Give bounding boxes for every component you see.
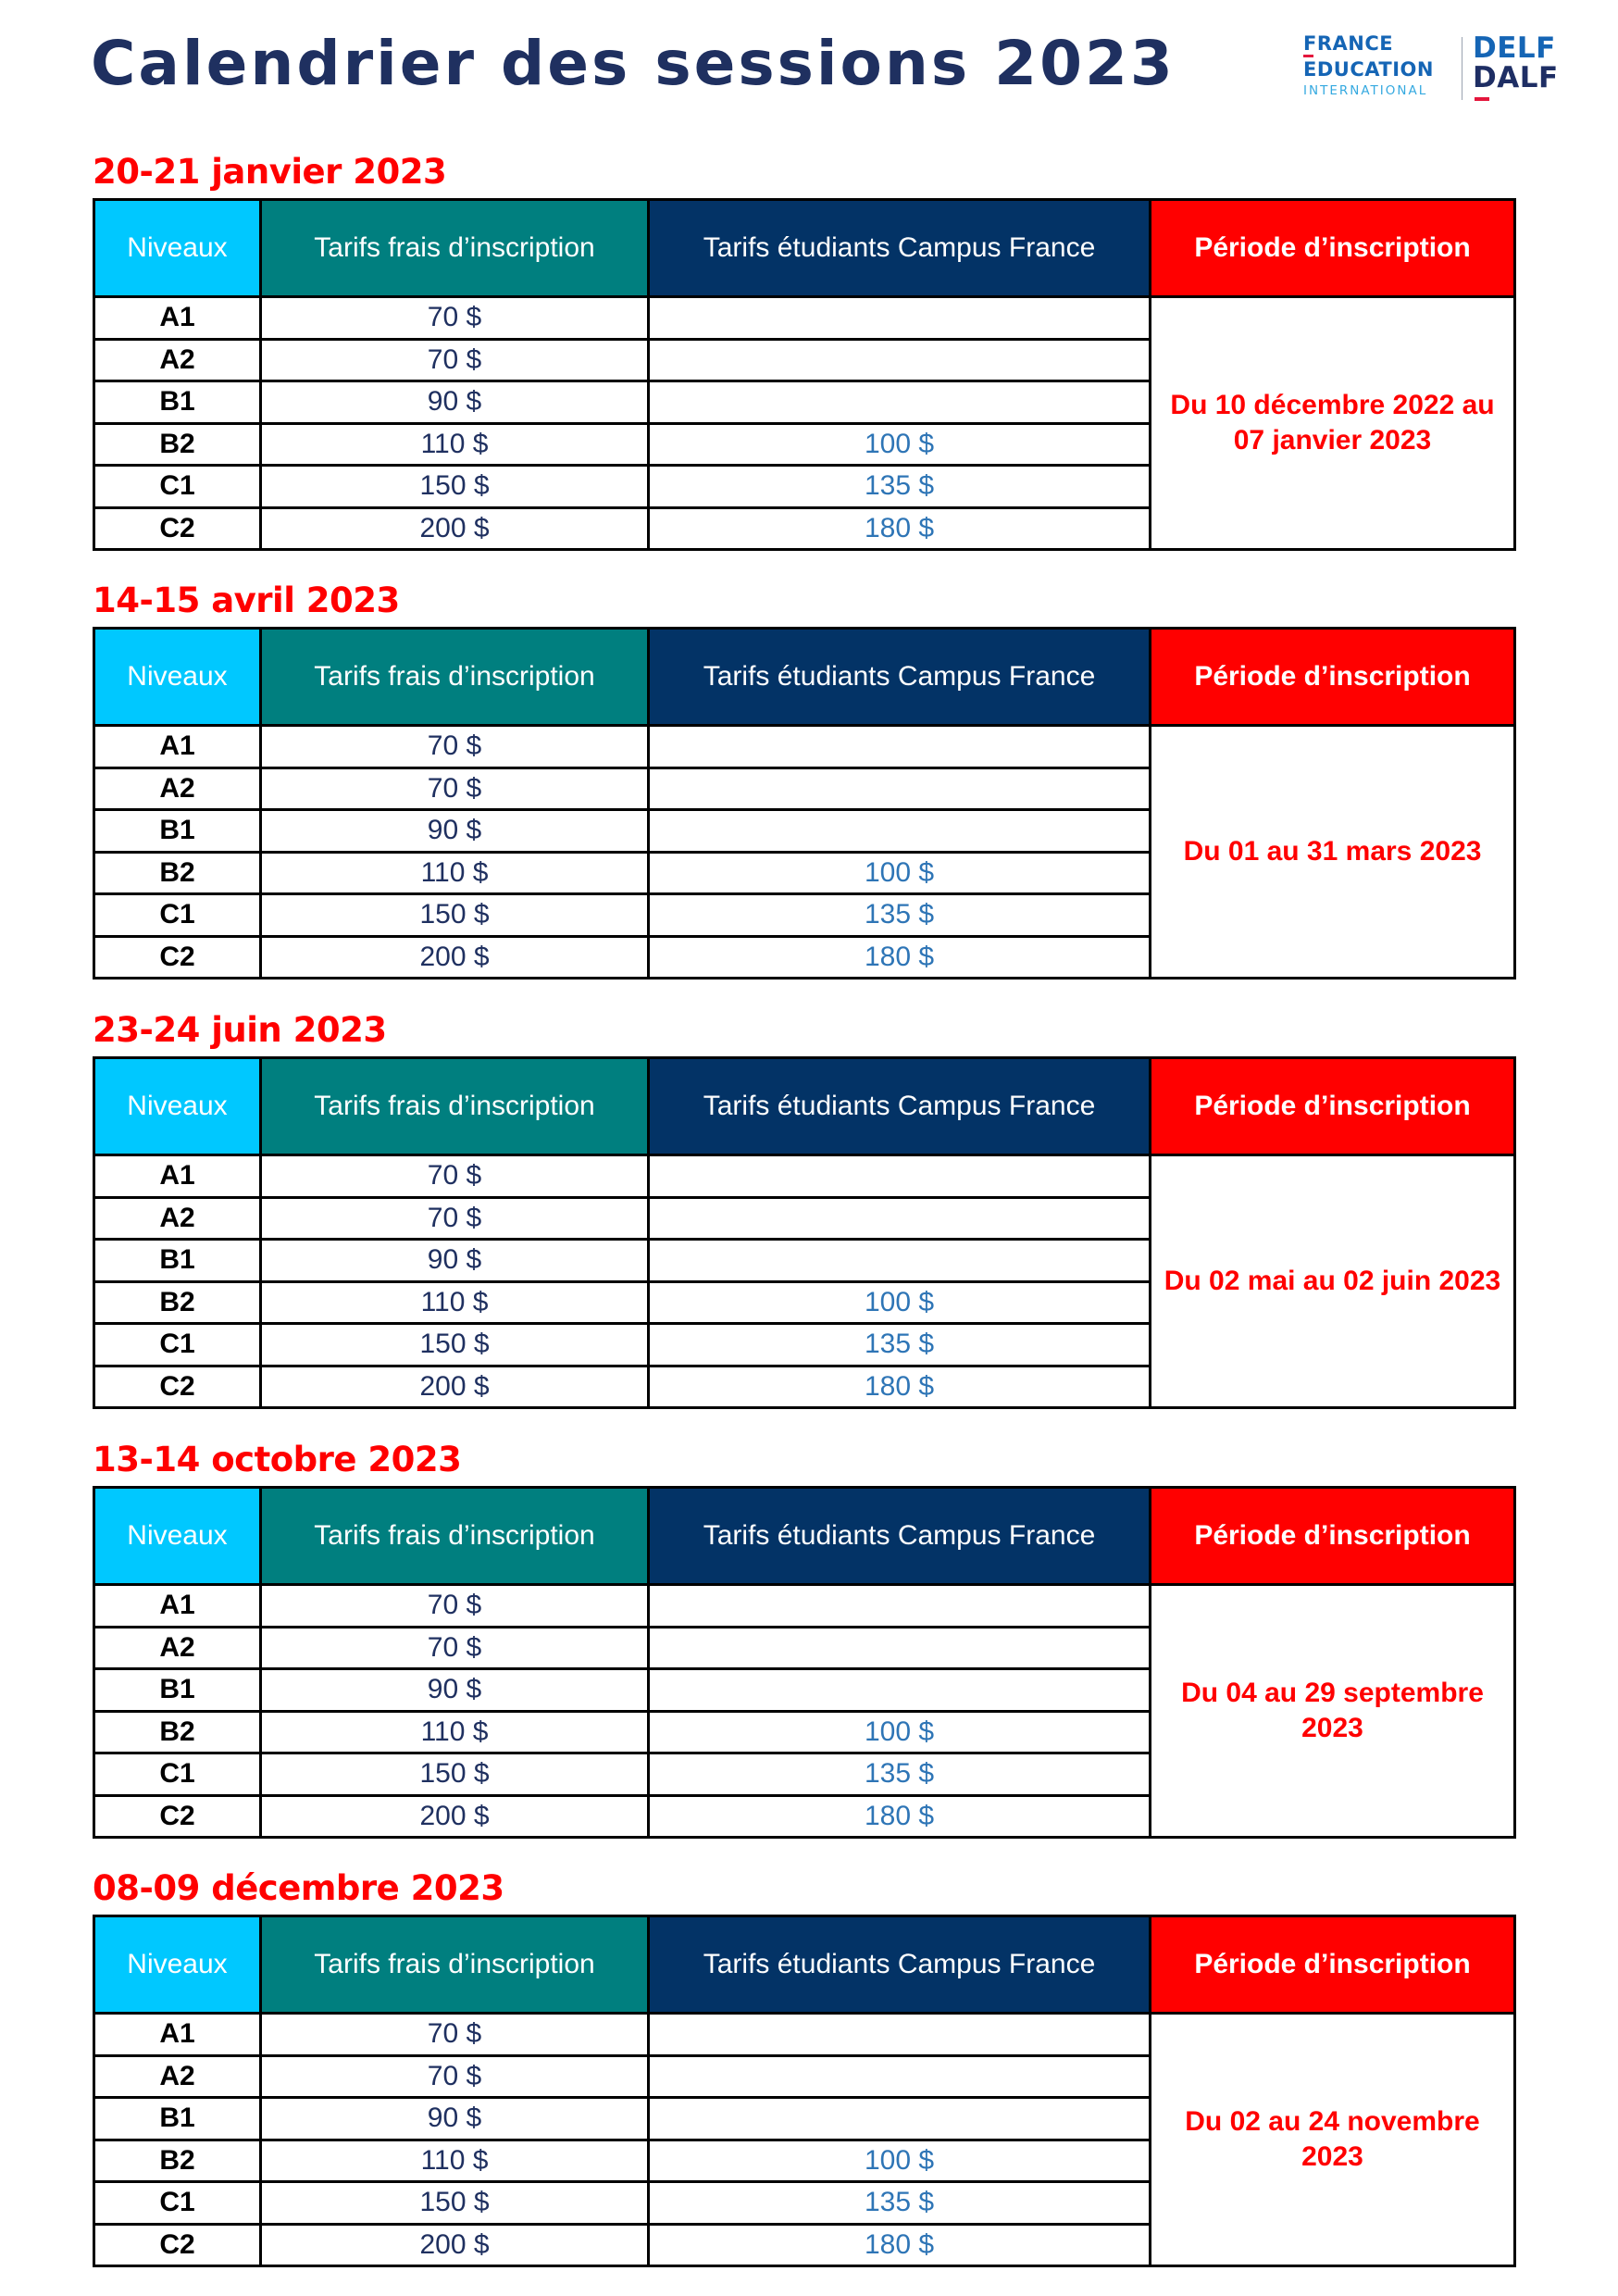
campus-fee-cell <box>649 381 1151 424</box>
registration-period-cell: Du 02 mai au 02 juin 2023 <box>1151 1155 1515 1408</box>
header-registration-period: Période d’inscription <box>1151 200 1515 297</box>
fee-cell: 70 $ <box>261 2014 649 2056</box>
header-campus-france-fees: Tarifs étudiants Campus France <box>649 200 1151 297</box>
session-table <box>93 627 1516 980</box>
campus-fee-cell <box>649 297 1151 340</box>
table-header-row <box>94 200 1515 297</box>
level-cell: B1 <box>94 381 261 424</box>
fee-cell: 110 $ <box>261 1281 649 1324</box>
fee-cell: 200 $ <box>261 1366 649 1408</box>
header-campus-france-fees: Tarifs étudiants Campus France <box>649 1058 1151 1155</box>
table-header-row <box>94 1058 1515 1155</box>
logo-international: INTERNATIONAL <box>1303 83 1428 98</box>
table-row <box>94 1155 1515 1198</box>
table-row <box>94 2014 1515 2056</box>
registration-period-cell: Du 02 au 24 novembre 2023 <box>1151 2014 1515 2266</box>
fee-cell: 70 $ <box>261 1155 649 1198</box>
session-table <box>93 1486 1516 1839</box>
header-registration-period: Période d’inscription <box>1151 1488 1515 1585</box>
campus-fee-cell <box>649 1197 1151 1240</box>
fee-cell: 110 $ <box>261 2140 649 2182</box>
level-cell: B2 <box>94 852 261 894</box>
session-title: 13-14 octobre 2023 <box>93 1440 462 1479</box>
campus-fee-cell <box>649 767 1151 810</box>
fee-cell: 150 $ <box>261 2182 649 2225</box>
campus-fee-cell <box>649 1627 1151 1669</box>
header-registration-fees: Tarifs frais d’inscription <box>261 200 649 297</box>
level-cell: A2 <box>94 1627 261 1669</box>
table-row <box>94 297 1515 340</box>
header-registration-fees: Tarifs frais d’inscription <box>261 1488 649 1585</box>
fee-cell: 90 $ <box>261 1240 649 1282</box>
delf-dalf-wordmark <box>1473 33 1559 93</box>
level-cell: B1 <box>94 1669 261 1712</box>
registration-period-cell: Du 04 au 29 septembre 2023 <box>1151 1585 1515 1838</box>
fee-cell: 200 $ <box>261 936 649 979</box>
level-cell: C2 <box>94 507 261 550</box>
header-registration-fees: Tarifs frais d’inscription <box>261 629 649 726</box>
session-title: 20-21 janvier 2023 <box>93 152 447 192</box>
header-registration-fees: Tarifs frais d’inscription <box>261 1916 649 2014</box>
campus-fee-cell: 100 $ <box>649 1281 1151 1324</box>
level-cell: B1 <box>94 1240 261 1282</box>
logo-france: FRANCE <box>1303 32 1394 55</box>
session-table <box>93 1915 1516 2267</box>
campus-fee-cell: 135 $ <box>649 894 1151 937</box>
campus-fee-cell: 180 $ <box>649 1366 1151 1408</box>
registration-period-cell: Du 10 décembre 2022 au 07 janvier 2023 <box>1151 297 1515 550</box>
level-cell: B2 <box>94 1281 261 1324</box>
fee-cell: 200 $ <box>261 507 649 550</box>
level-cell: C2 <box>94 1366 261 1408</box>
fee-cell: 110 $ <box>261 1711 649 1753</box>
fee-cell: 70 $ <box>261 2055 649 2098</box>
fee-cell: 70 $ <box>261 1585 649 1628</box>
session-title: 14-15 avril 2023 <box>93 580 400 620</box>
level-cell: C1 <box>94 1753 261 1796</box>
logo-dalf: DALF <box>1473 61 1559 94</box>
campus-fee-cell: 135 $ <box>649 1753 1151 1796</box>
campus-fee-cell <box>649 1669 1151 1712</box>
campus-fee-cell: 135 $ <box>649 466 1151 508</box>
campus-fee-cell <box>649 2014 1151 2056</box>
fee-cell: 150 $ <box>261 466 649 508</box>
campus-fee-cell: 135 $ <box>649 2182 1151 2225</box>
campus-fee-cell <box>649 2055 1151 2098</box>
fee-cell: 70 $ <box>261 339 649 381</box>
header-registration-fees: Tarifs frais d’inscription <box>261 1058 649 1155</box>
campus-fee-cell: 100 $ <box>649 2140 1151 2182</box>
session-title: 23-24 juin 2023 <box>93 1010 387 1050</box>
france-education-international-wordmark <box>1303 33 1451 98</box>
campus-fee-cell <box>649 1240 1151 1282</box>
campus-fee-cell <box>649 1585 1151 1628</box>
fee-cell: 70 $ <box>261 1627 649 1669</box>
fee-cell: 110 $ <box>261 852 649 894</box>
fee-cell: 90 $ <box>261 381 649 424</box>
page-title: Calendrier des sessions 2023 <box>91 28 1176 99</box>
campus-fee-cell: 180 $ <box>649 507 1151 550</box>
fee-cell: 70 $ <box>261 297 649 340</box>
table-header-row <box>94 1916 1515 2014</box>
campus-fee-cell: 180 $ <box>649 936 1151 979</box>
fee-cell: 90 $ <box>261 2098 649 2140</box>
level-cell: A2 <box>94 339 261 381</box>
table-row <box>94 1585 1515 1628</box>
logo-delf: DELF <box>1473 31 1556 65</box>
level-cell: B1 <box>94 810 261 853</box>
level-cell: B2 <box>94 1711 261 1753</box>
campus-fee-cell <box>649 1155 1151 1198</box>
level-cell: C1 <box>94 1324 261 1366</box>
campus-fee-cell <box>649 339 1151 381</box>
campus-fee-cell <box>649 2098 1151 2140</box>
fee-cell: 70 $ <box>261 726 649 768</box>
fee-cell: 150 $ <box>261 1324 649 1366</box>
header-registration-period: Période d’inscription <box>1151 1058 1515 1155</box>
campus-fee-cell: 100 $ <box>649 1711 1151 1753</box>
header-levels: Niveaux <box>94 1916 261 2014</box>
fee-cell: 90 $ <box>261 810 649 853</box>
level-cell: A1 <box>94 2014 261 2056</box>
campus-fee-cell: 100 $ <box>649 423 1151 466</box>
session-table <box>93 1056 1516 1409</box>
fee-cell: 150 $ <box>261 1753 649 1796</box>
header-campus-france-fees: Tarifs étudiants Campus France <box>649 1488 1151 1585</box>
campus-fee-cell: 180 $ <box>649 2224 1151 2266</box>
session-table <box>93 198 1516 551</box>
header-levels: Niveaux <box>94 1488 261 1585</box>
header-campus-france-fees: Tarifs étudiants Campus France <box>649 1916 1151 2014</box>
registration-period-cell: Du 01 au 31 mars 2023 <box>1151 726 1515 979</box>
table-header-row <box>94 629 1515 726</box>
level-cell: C1 <box>94 2182 261 2225</box>
campus-fee-cell: 100 $ <box>649 852 1151 894</box>
campus-fee-cell: 180 $ <box>649 1795 1151 1838</box>
campus-fee-cell <box>649 810 1151 853</box>
header-levels: Niveaux <box>94 200 261 297</box>
level-cell: A1 <box>94 297 261 340</box>
fee-cell: 70 $ <box>261 767 649 810</box>
fee-cell: 70 $ <box>261 1197 649 1240</box>
level-cell: B2 <box>94 2140 261 2182</box>
logo-red-accent <box>1475 97 1489 101</box>
header-levels: Niveaux <box>94 1058 261 1155</box>
france-education-delf-dalf-logo <box>1300 33 1577 104</box>
fee-cell: 200 $ <box>261 2224 649 2266</box>
header-levels: Niveaux <box>94 629 261 726</box>
level-cell: C2 <box>94 1795 261 1838</box>
session-title: 08-09 décembre 2023 <box>93 1868 504 1908</box>
fee-cell: 150 $ <box>261 894 649 937</box>
logo-education: EDUCATION <box>1303 58 1434 81</box>
level-cell: C1 <box>94 466 261 508</box>
level-cell: A2 <box>94 2055 261 2098</box>
level-cell: A1 <box>94 726 261 768</box>
level-cell: A1 <box>94 1155 261 1198</box>
campus-fee-cell: 135 $ <box>649 1324 1151 1366</box>
campus-fee-cell <box>649 726 1151 768</box>
header-registration-period: Période d’inscription <box>1151 1916 1515 2014</box>
level-cell: B2 <box>94 423 261 466</box>
table-row <box>94 726 1515 768</box>
table-header-row <box>94 1488 1515 1585</box>
level-cell: A2 <box>94 767 261 810</box>
level-cell: B1 <box>94 2098 261 2140</box>
fee-cell: 110 $ <box>261 423 649 466</box>
fee-cell: 90 $ <box>261 1669 649 1712</box>
fee-cell: 200 $ <box>261 1795 649 1838</box>
header-registration-period: Période d’inscription <box>1151 629 1515 726</box>
level-cell: A1 <box>94 1585 261 1628</box>
header-campus-france-fees: Tarifs étudiants Campus France <box>649 629 1151 726</box>
level-cell: A2 <box>94 1197 261 1240</box>
logo-red-accent <box>1303 55 1313 57</box>
level-cell: C2 <box>94 2224 261 2266</box>
level-cell: C1 <box>94 894 261 937</box>
level-cell: C2 <box>94 936 261 979</box>
